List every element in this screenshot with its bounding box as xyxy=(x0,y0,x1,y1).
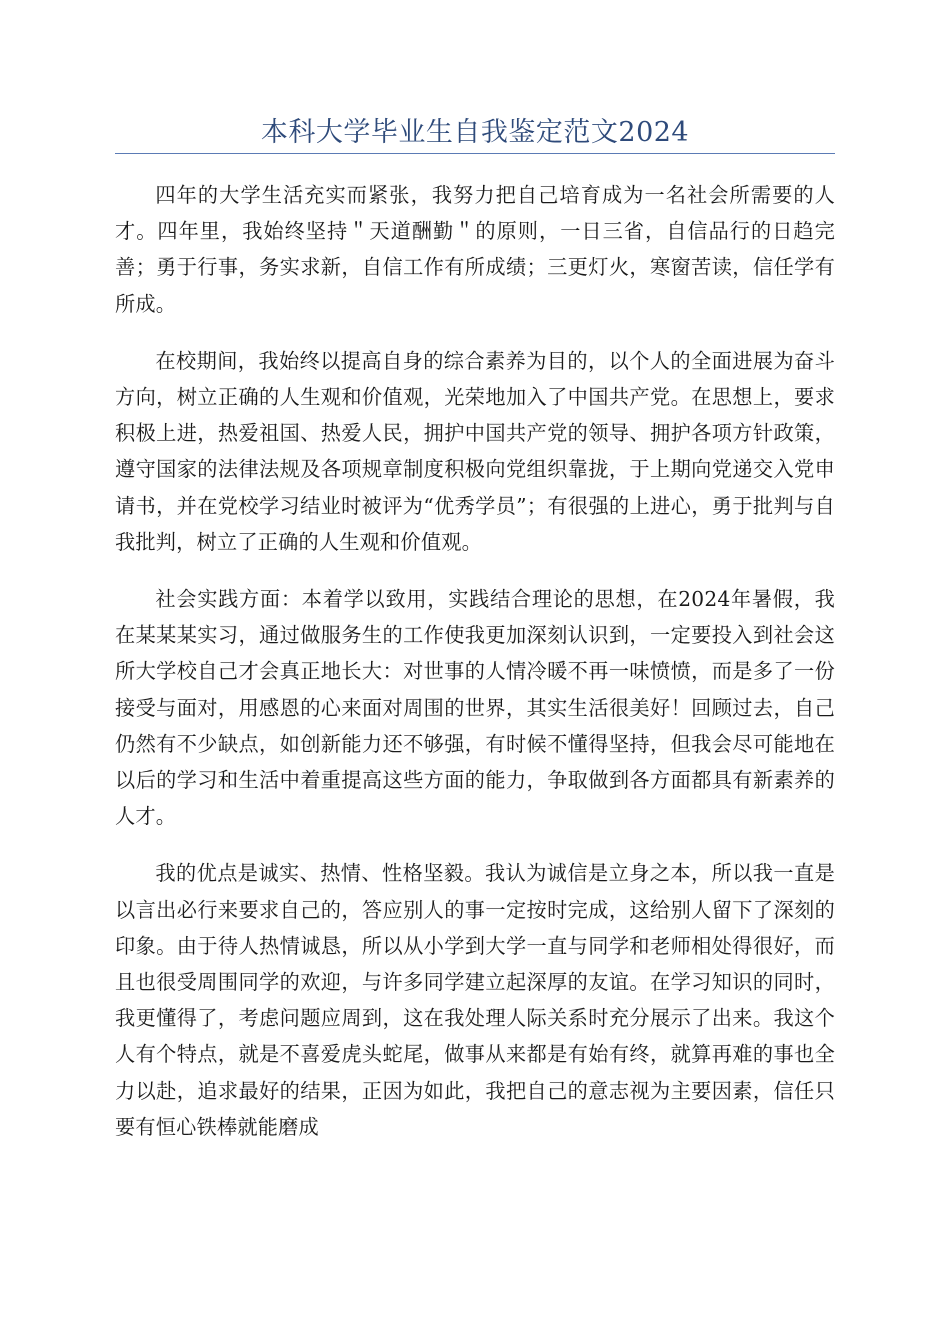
paragraph-school-period: 在校期间，我始终以提高自身的综合素养为目的，以个人的全面进展为奋斗方向，树立正确的人生观和价值观，光荣地加入了中国共产党。在思想上，要求积极上进，热爱祖国、热爱人民，拥护中国共产党的领导、拥护各项方针政策，遵守国家的法律法规及各项规章制度积极向党组织靠拢，于上期向党递交入党申请书，并在党校学习结业时被评为“优秀学员”；有很强的上进心，勇于批判与自我批判，树立了正确的人生观和价值观。 xyxy=(115,348,835,554)
document-page xyxy=(115,0,835,1344)
paragraph-intro: 四年的大学生活充实而紧张，我努力把自己培育成为一名社会所需要的人才。四年里，我始终坚持＂天道酬勤＂的原则，一日三省，自信品行的日趋完善；勇于行事，务实求新，自信工作有所成绩；三更灯火，寒窗苦读，信任学有所成。 xyxy=(115,183,835,316)
paragraph-social-practice: 社会实践方面：本着学以致用，实践结合理论的思想，在2024年暑假，我在某某某实习，通过做服务生的工作使我更加深刻认识到，一定要投入到社会这所大学校自己才会真正地长大：对世事的人情冷暖不再一味愤愤，而是多了一份接受与面对，用感恩的心来面对周围的世界，其实生活很美好！回顾过去，自己仍然有不少缺点，如创新能力还不够强，有时候不懂得坚持，但我会尽可能地在以后的学习和生活中着重提高这些方面的能力，争取做到各方面都具有新素养的人才。 xyxy=(115,587,835,829)
document-body xyxy=(115,177,835,1145)
paragraph-strengths: 我的优点是诚实、热情、性格坚毅。我认为诚信是立身之本，所以我一直是以言出必行来要求自己的，答应别人的事一定按时完成，这给别人留下了深刻的印象。由于待人热情诚恳，所以从小学到大学一直与同学和老师相处得很好，而且也很受周围同学的欢迎，与许多同学建立起深厚的友谊。在学习知识的同时，我更懂得了，考虑问题应周到，这在我处理人际关系时充分展示了出来。我这个人有个特点，就是不喜爱虎头蛇尾，做事从来都是有始有终，就算再难的事也全力以赴，追求最好的结果，正因为如此，我把自己的意志视为主要因素，信任只要有恒心铁棒就能磨成 xyxy=(115,861,835,1139)
title-underline xyxy=(115,153,835,154)
document-title: 本科大学毕业生自我鉴定范文2024 xyxy=(260,117,690,148)
